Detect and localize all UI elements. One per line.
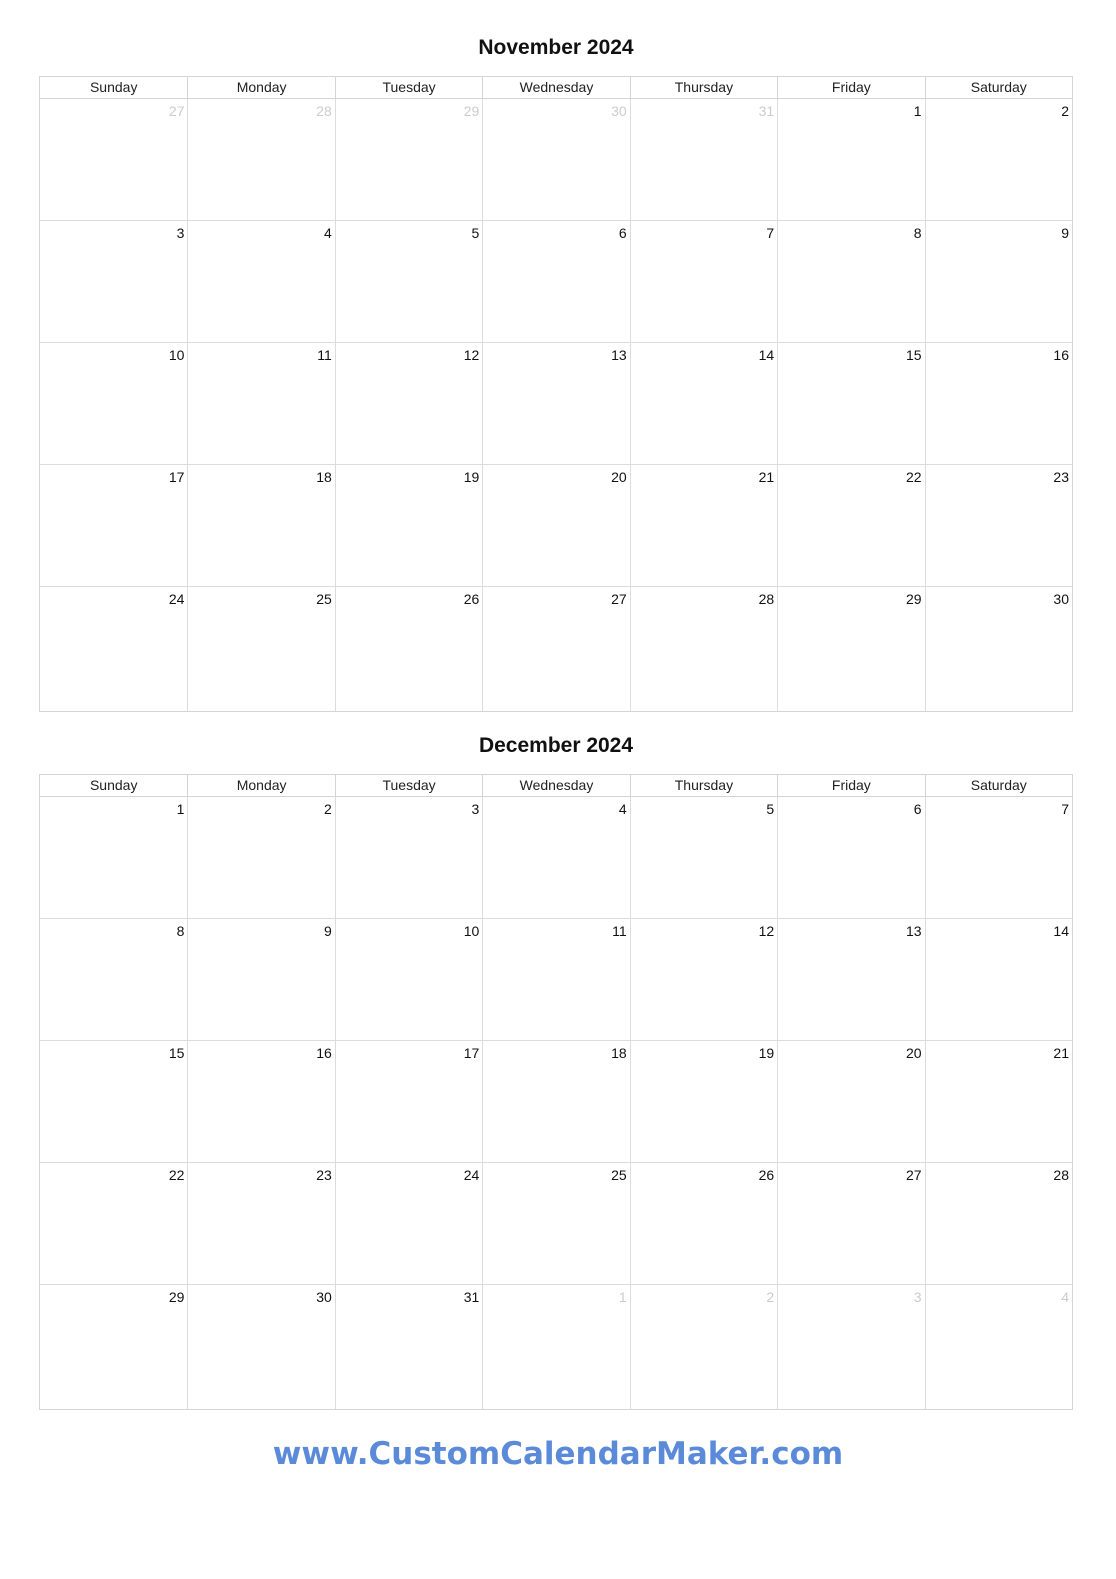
day-cell: [40, 1163, 187, 1284]
day-cell: [630, 221, 777, 342]
day-cell: [777, 919, 924, 1040]
day-cell: [40, 221, 187, 342]
day-number: 20: [905, 1045, 922, 1061]
day-number: 27: [905, 1167, 922, 1183]
day-number: 28: [316, 103, 332, 119]
day-number: 1: [913, 103, 922, 119]
day-number: 19: [758, 1045, 775, 1061]
day-number: 2: [766, 1289, 775, 1305]
day-number: 9: [324, 923, 332, 939]
day-cell: [40, 465, 187, 586]
day-number: 2: [324, 801, 332, 817]
day-cell: [925, 343, 1072, 464]
day-number: 12: [758, 923, 775, 939]
day-number: 5: [766, 801, 775, 817]
week-row: [40, 99, 1072, 221]
day-number: 5: [471, 225, 480, 241]
day-number: 6: [913, 801, 922, 817]
day-cell: [40, 343, 187, 464]
day-cell: [925, 465, 1072, 586]
day-number: 8: [913, 225, 922, 241]
day-cell: [187, 919, 334, 1040]
day-cell: [187, 1163, 334, 1284]
week-row: [40, 919, 1072, 1041]
day-cell: [335, 465, 482, 586]
day-cell: [40, 797, 187, 918]
weekday-label: Monday: [187, 775, 334, 796]
calendar-month-december: [39, 726, 1073, 1410]
day-number: 30: [1053, 591, 1069, 607]
weeks: [40, 797, 1072, 1409]
day-cell: [40, 919, 187, 1040]
day-cell: [777, 1163, 924, 1284]
day-cell-outside-month: [777, 1285, 924, 1409]
day-cell: [482, 343, 629, 464]
day-cell: [777, 587, 924, 711]
day-number: 21: [1053, 1045, 1069, 1061]
day-cell: [335, 343, 482, 464]
day-number: 14: [758, 347, 775, 363]
week-row: [40, 343, 1072, 465]
day-number: 3: [176, 225, 185, 241]
day-number: 31: [463, 1289, 480, 1305]
day-cell: [777, 343, 924, 464]
day-cell: [630, 1041, 777, 1162]
weekday-header-row: [40, 77, 1072, 99]
day-cell: [482, 1041, 629, 1162]
day-cell-outside-month: [187, 99, 334, 220]
day-number: 8: [176, 923, 185, 939]
day-cell: [777, 99, 924, 220]
day-cell-outside-month: [482, 1285, 629, 1409]
day-cell-outside-month: [482, 99, 629, 220]
day-cell: [335, 1041, 482, 1162]
day-number: 7: [766, 225, 775, 241]
day-number: 16: [316, 1045, 332, 1061]
day-number: 21: [758, 469, 775, 485]
weekday-label: Saturday: [925, 775, 1072, 796]
day-cell: [335, 221, 482, 342]
day-number: 1: [618, 1289, 627, 1305]
weekday-label: Friday: [777, 775, 924, 796]
day-cell: [187, 587, 334, 711]
day-cell: [925, 587, 1072, 711]
day-number: 18: [611, 1045, 627, 1061]
weekday-header-row: [40, 775, 1072, 797]
day-number: 10: [463, 923, 480, 939]
day-number: 25: [316, 591, 332, 607]
day-cell: [482, 1163, 629, 1284]
day-number: 25: [611, 1167, 627, 1183]
day-number: 1: [176, 801, 185, 817]
month-title: December 2024: [478, 734, 634, 757]
weekday-label: Tuesday: [335, 77, 482, 98]
day-cell: [187, 1041, 334, 1162]
day-number: 10: [168, 347, 185, 363]
day-number: 26: [463, 591, 480, 607]
week-row: [40, 221, 1072, 343]
day-cell: [335, 797, 482, 918]
day-cell: [925, 221, 1072, 342]
weeks: [40, 99, 1072, 711]
month-grid: [39, 76, 1073, 712]
day-number: 3: [913, 1289, 922, 1305]
day-number: 9: [1061, 225, 1069, 241]
day-cell: [187, 221, 334, 342]
week-row: [40, 1163, 1072, 1285]
day-cell: [187, 465, 334, 586]
day-number: 23: [1053, 469, 1069, 485]
day-number: 13: [905, 923, 922, 939]
weekday-label: Thursday: [630, 775, 777, 796]
day-number: 23: [316, 1167, 332, 1183]
weekday-label: Sunday: [89, 777, 138, 793]
day-number: 29: [905, 591, 922, 607]
day-cell: [187, 797, 334, 918]
day-cell: [482, 587, 629, 711]
weekday-label: Friday: [777, 77, 924, 98]
day-cell-outside-month: [630, 99, 777, 220]
day-number: 4: [618, 801, 627, 817]
day-number: 7: [1061, 801, 1069, 817]
day-cell: [925, 1163, 1072, 1284]
weekday-label: Wednesday: [482, 775, 629, 796]
week-row: [40, 797, 1072, 919]
weekday-label: Saturday: [925, 77, 1072, 98]
day-number: 16: [1053, 347, 1069, 363]
day-number: 19: [463, 469, 480, 485]
day-cell: [335, 919, 482, 1040]
day-cell: [630, 1163, 777, 1284]
website-link[interactable]: www.CustomCalendarMaker.com: [272, 1436, 844, 1472]
day-number: 28: [1053, 1167, 1069, 1183]
weekday-label: Sunday: [89, 79, 138, 95]
day-cell-outside-month: [630, 1285, 777, 1409]
day-number: 30: [611, 103, 627, 119]
weekday-label: Wednesday: [482, 77, 629, 98]
day-cell: [777, 797, 924, 918]
day-number: 26: [758, 1167, 775, 1183]
day-number: 29: [168, 1289, 185, 1305]
weekday-label: Thursday: [630, 77, 777, 98]
day-cell: [335, 587, 482, 711]
day-number: 6: [618, 225, 627, 241]
day-number: 3: [471, 801, 480, 817]
day-number: 12: [463, 347, 480, 363]
week-row: [40, 587, 1072, 711]
day-cell-outside-month: [335, 99, 482, 220]
day-number: 11: [317, 347, 332, 363]
week-row: [40, 465, 1072, 587]
day-cell: [630, 343, 777, 464]
day-cell: [335, 1163, 482, 1284]
day-cell: [777, 1041, 924, 1162]
day-cell: [482, 465, 629, 586]
day-cell: [40, 1285, 187, 1409]
day-cell: [630, 919, 777, 1040]
day-cell: [925, 919, 1072, 1040]
day-cell-outside-month: [40, 99, 187, 220]
day-cell: [40, 1041, 187, 1162]
month-grid: [39, 774, 1073, 1410]
day-number: 14: [1053, 923, 1069, 939]
day-number: 28: [758, 591, 775, 607]
day-number: 15: [168, 1045, 185, 1061]
day-cell: [925, 797, 1072, 918]
week-row: [40, 1285, 1072, 1409]
day-cell-outside-month: [925, 1285, 1072, 1409]
day-number: 22: [168, 1167, 185, 1183]
day-cell: [187, 343, 334, 464]
day-cell: [335, 1285, 482, 1409]
day-number: 20: [611, 469, 627, 485]
day-number: 22: [905, 469, 922, 485]
day-cell: [630, 465, 777, 586]
day-number: 15: [905, 347, 922, 363]
day-cell: [482, 221, 629, 342]
day-cell: [630, 587, 777, 711]
day-number: 29: [463, 103, 480, 119]
day-cell: [925, 99, 1072, 220]
week-row: [40, 1041, 1072, 1163]
day-cell: [40, 587, 187, 711]
day-number: 17: [168, 469, 185, 485]
day-cell: [777, 465, 924, 586]
day-number: 4: [1061, 1289, 1069, 1305]
day-cell: [630, 797, 777, 918]
day-number: 17: [463, 1045, 480, 1061]
day-cell: [482, 797, 629, 918]
day-cell: [925, 1041, 1072, 1162]
day-number: 11: [612, 923, 627, 939]
day-cell: [777, 221, 924, 342]
day-number: 24: [168, 591, 185, 607]
day-number: 18: [316, 469, 332, 485]
weekday-label: Tuesday: [335, 775, 482, 796]
day-number: 2: [1061, 103, 1069, 119]
day-number: 13: [611, 347, 627, 363]
day-number: 4: [324, 225, 332, 241]
day-number: 24: [463, 1167, 480, 1183]
day-number: 30: [316, 1289, 332, 1305]
weekday-label: Monday: [187, 77, 334, 98]
day-number: 27: [168, 103, 185, 119]
month-title: November 2024: [478, 36, 634, 59]
day-cell: [482, 919, 629, 1040]
day-cell: [187, 1285, 334, 1409]
calendar-month-november: [39, 28, 1073, 712]
day-number: 27: [611, 591, 627, 607]
day-number: 31: [758, 103, 775, 119]
